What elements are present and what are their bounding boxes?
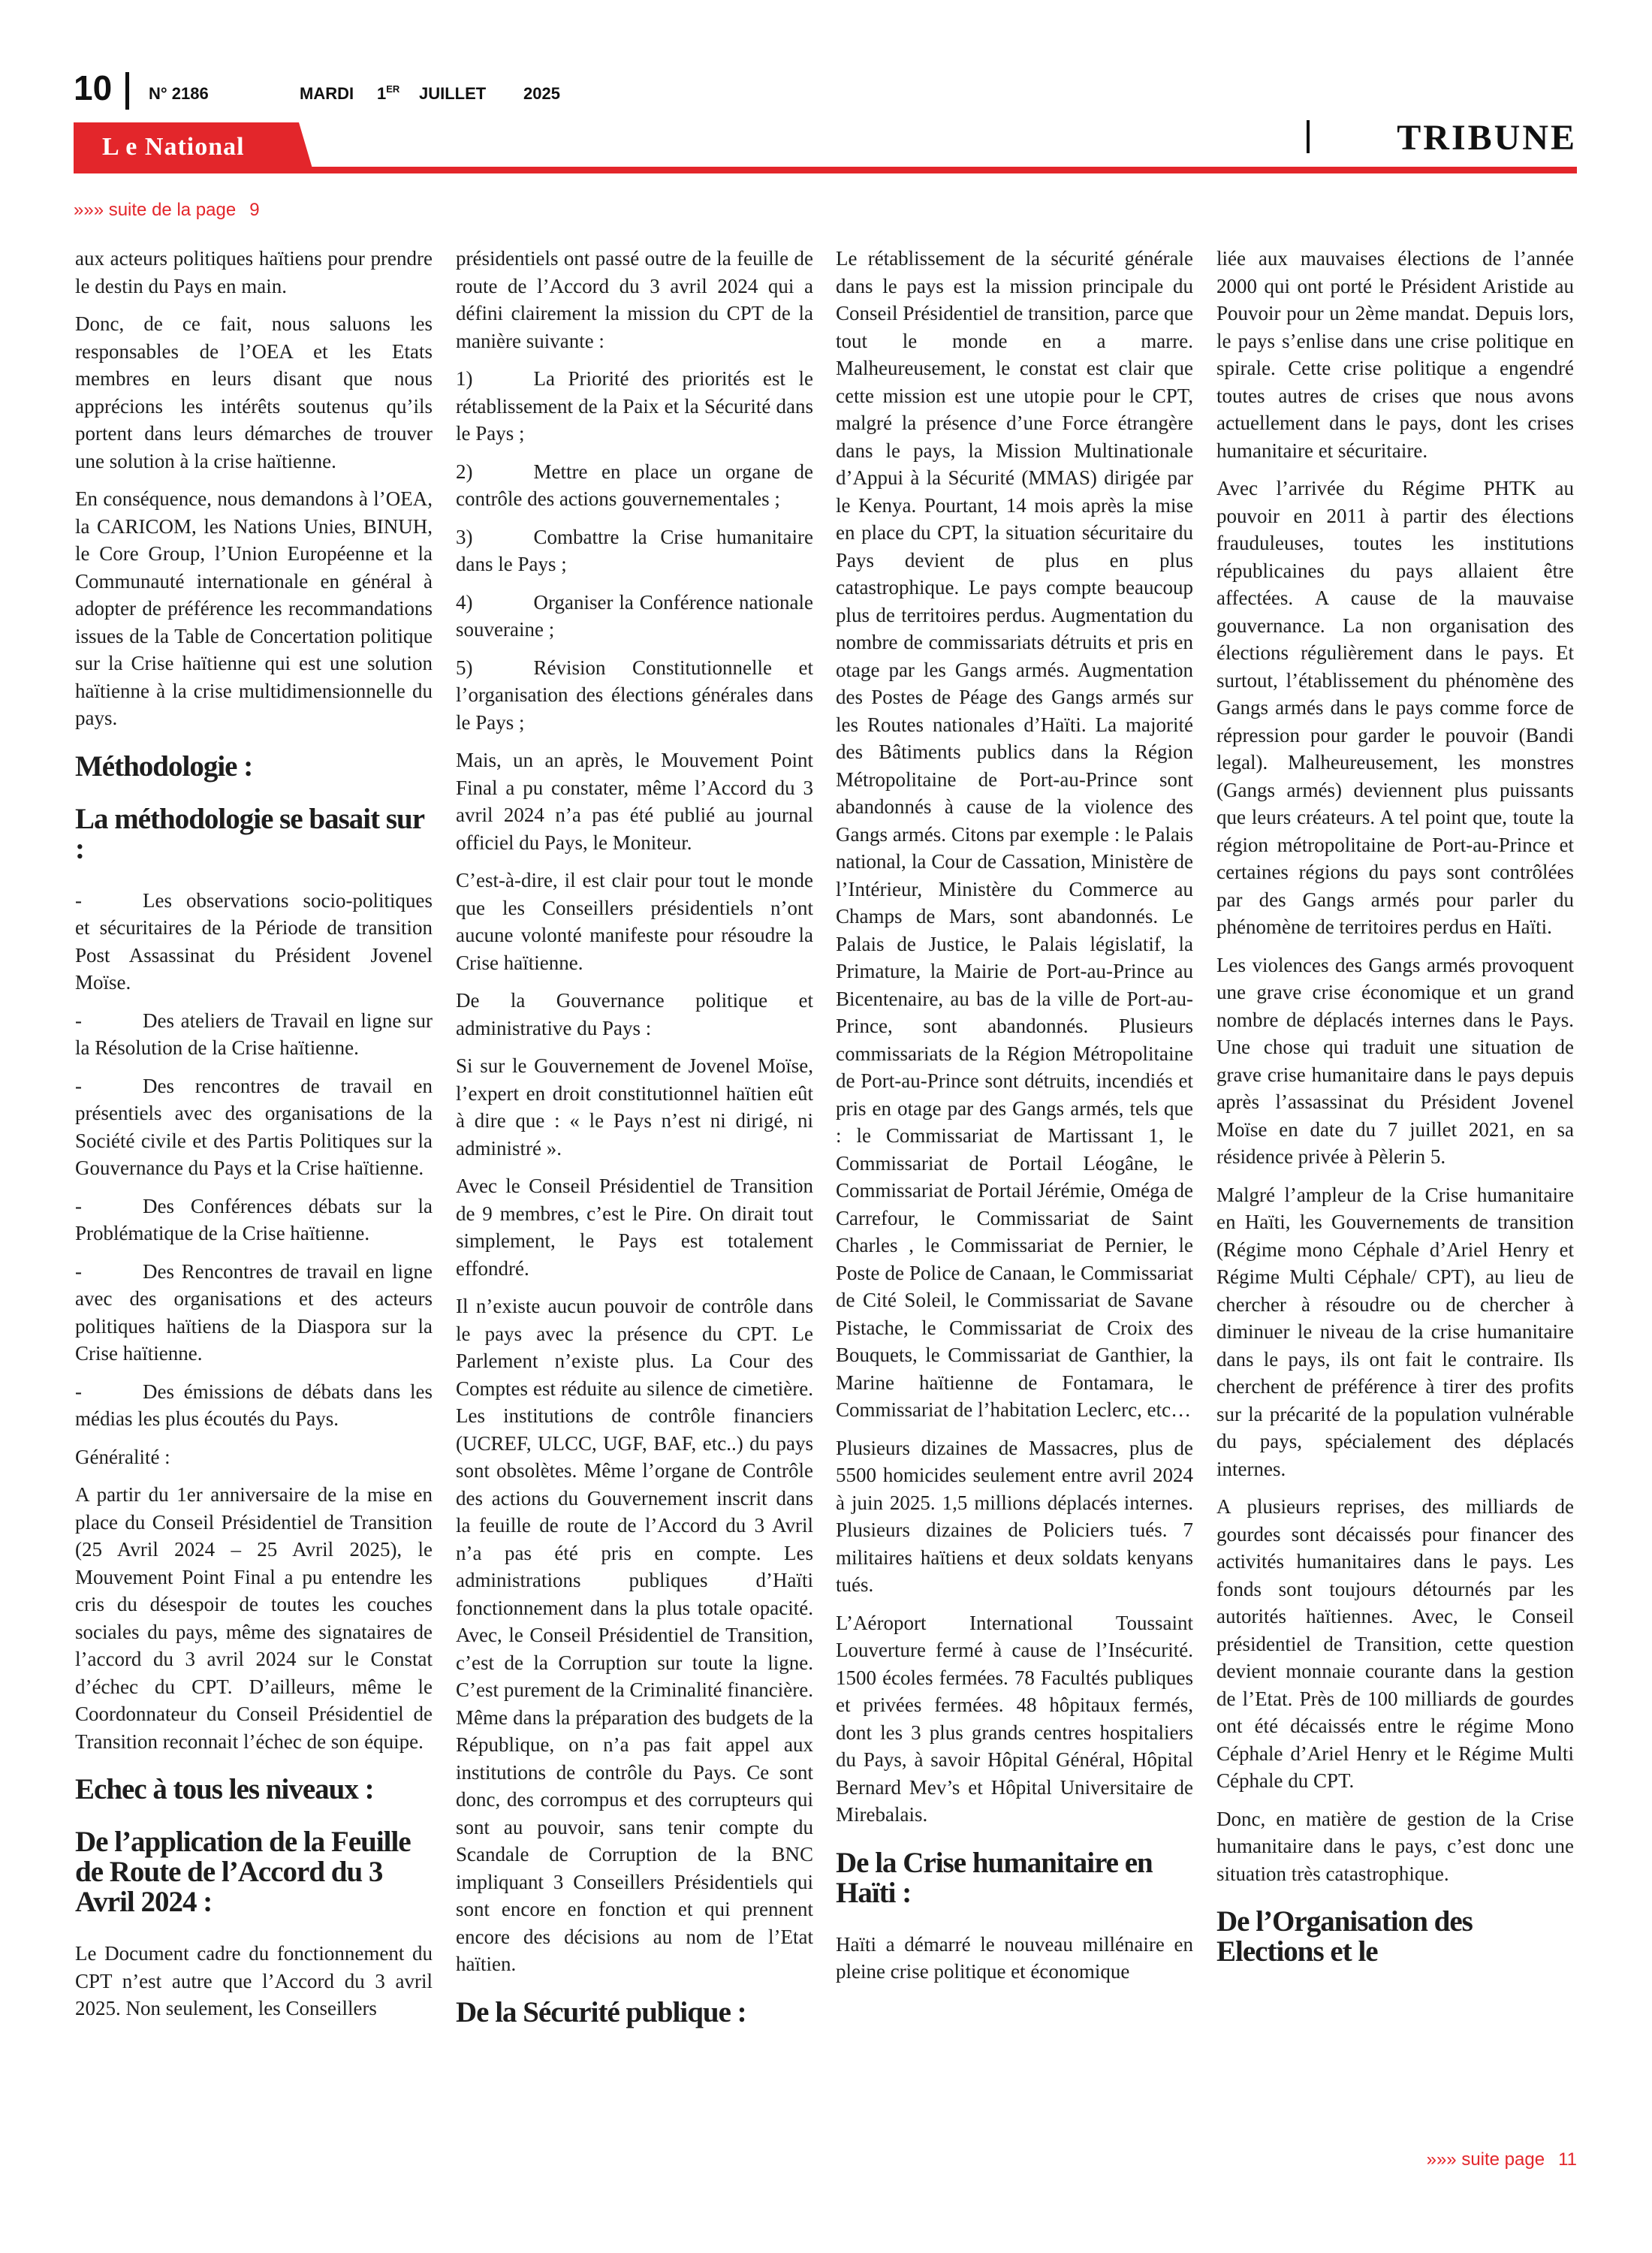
continued-to-label: »»» suite page (1426, 2149, 1545, 2170)
article-paragraph: - Les observations socio-politiques et sécuritaires de la Période de transition Post Assassinat du Président Jovenel Moïse. (75, 888, 433, 994)
issue-number: N° 2186 (149, 84, 209, 103)
article-subheading: Méthodologie : (75, 749, 253, 783)
page-number: 10 (74, 68, 113, 107)
article-paragraph: Le rétablissement de la sécurité générale dans le pays est la mission principale du Conseil Présidentiel de transition, parce que tout le monde en a marre. Malheureusement, le constat est clair que cette mission est une utopie pour le CPT, malgré la présence d’une Force étrangère dans le pays, la Mission Multinationale d’Appui à la Sécurité (MMAS) dirigée par le Kenya. Pourtant, 14 mois après la mise en place du CPT, la situation sécuritaire du Pays devient de plus en plus catastrophique. Le pays compte beaucoup plus de territoires perdus. Augmentation du nombre de commissariats détruits et pris en otage par les Gangs armés. Augmentation des Postes de Péage des Gangs armés sur les Routes nationales d’Haïti. La majorité des Bâtiments publics dans la Région Métropolitaine de Port-au-Prince sont abandonnés à cause de la violence des Gangs armés. Citons par exemple : le Palais national, la Cour de Cassation, Ministère de l’Intérieur, Ministère du Commerce au Champs de Mars, sont abandonnés. Le Palais de Justice, le Palais législatif, la Primature, la Mairie de Port-au-Prince au Bicentenaire, au bas de la ville de Port-au-Prince, sont abandonnés. Plusieurs commissariats de la Région Métropolitaine de Port-au-Prince sont détruits, incendiés et pris en otage par des Gangs armés, tels que : le Commissariat de Martissant 1, le Commissariat de Portail Léogâne, le Commissariat de Portail Jérémie, Oméga de Carrefour, le Commissariat de Saint Charles , le Commissariat de Pernier, le Poste de Police de Canaan, le Commissariat de Cité Soleil, le Commissariat de Savane Pistache, le Commissariat de Croix des Bouquets, le Commissariat de Ganthier, la Marine haïtienne de Fontamara, le Commissariat de l’habitation Leclerc, etc… (836, 247, 1193, 1421)
article-column-4 (1216, 245, 1574, 2145)
date-day (377, 83, 400, 103)
article-subheading: La méthodologie se basait sur : (75, 802, 424, 865)
article-paragraph: A plusieurs reprises, des milliards de gourdes sont décaissés pour financer des activités humanitaires dans le pays. Les fonds sont toujours détournés par les autorités haïtiennes. Avec, le Conseil présidentiel de Transition, cette question devient monnaie courante dans la gestion de l’Etat. Près de 100 milliards de gourdes ont été décaissés entre le régime Mono Céphale d’Ariel Henry et le Régime Multi Céphale du CPT. (1216, 1495, 1574, 1792)
article-paragraph: aux acteurs politiques haïtiens pour prendre le destin du Pays en main. (75, 247, 433, 297)
article-subheading: Echec à tous les niveaux : (75, 1773, 374, 1805)
article-paragraph: Avec le Conseil Présidentiel de Transition de 9 membres, c’est le Pire. On dirait tout simplement, le Pays est totalement effondré. (456, 1175, 813, 1280)
date-day-number: 1 (377, 84, 387, 103)
date-weekday: MARDI (300, 84, 354, 103)
article-paragraph: C’est-à-dire, il est clair pour tout le monde que les Conseillers présidentiels n’ont aucune volonté manifeste pour résoudre la Crise haïtienne. (456, 869, 813, 974)
page-number-divider (125, 72, 129, 110)
continued-from-page: 9 (249, 200, 260, 220)
article-subheading: De la Crise humanitaire en Haïti : (836, 1846, 1153, 1909)
article-paragraph: 1) La Priorité des priorités est le rétablissement de la Paix et la Sécurité dans le Pays ; (456, 367, 813, 445)
brand-name: L e National (102, 133, 245, 161)
article-paragraph: Donc, en matière de gestion de la Crise humanitaire dans le pays, c’est donc une situation très catastrophique. (1216, 1807, 1574, 1885)
article-paragraph: - Des Conférences débats sur la Problématique de la Crise haïtienne. (75, 1194, 433, 1244)
date-day-suffix: ER (386, 83, 400, 95)
article-column-2 (456, 245, 813, 2145)
article-paragraph: En conséquence, nous demandons à l’OEA, la CARICOM, les Nations Unies, BINUH, le Core Group, l’Union Européenne et la Communauté internationale en général à adopter de préférence les recommandations issues de la Table de Concertation politique sur la Crise haïtienne qui est une solution haïtienne à la crise multidimensionnelle du pays. (75, 487, 433, 729)
article-paragraph: L’Aéroport International Toussaint Louverture fermé à cause de l’Insécurité. 1500 écoles fermées. 78 Facultés publiques et privées fermées. 48 hôpitaux fermés, dont les 3 plus grands centres hospitaliers du Pays, à savoir Hôpital Général, Hôpital Bernard Mev’s et Hôpital Universitaire de Mirebalais. (836, 1611, 1193, 1826)
article-column-1 (75, 245, 433, 2145)
continued-to-page: 11 (1558, 2149, 1577, 2170)
page-header (0, 0, 1652, 220)
article-paragraph: De la Gouvernance politique et administrative du Pays : (456, 989, 813, 1039)
article-paragraph: Avec l’arrivée du Régime PHTK au pouvoir en 2011 à partir des élections frauduleuses, toutes les institutions républicaines du pays allaient être affectées. A cause de la mauvaise gouvernance. La non organisation des élections régulièrement dans le pays. Et surtout, l’établissement du phénomène des Gangs armés dans le pays comme force de répression pour garder le pouvoir (Bandi legal). Malheureusement, les monstres (Gangs armés) deviennent plus puissants que leurs créateurs. A tel point que, toute la région métropolitaine de Port-au-Prince et certaines régions du pays sont contrôlées par des Gangs armés pour parler du phénomène de territoires perdus en Haïti. (1216, 477, 1574, 938)
brand-logo (74, 122, 314, 173)
article-column-3 (836, 245, 1193, 2145)
article-subheading: De l’Organisation des Elections et le (1216, 1905, 1473, 1968)
article-paragraph: 3) Combattre la Crise humanitaire dans le Pays ; (456, 525, 813, 575)
section-title: TRIBUNE (1397, 118, 1577, 158)
article-paragraph: 5) Révision Constitutionnelle et l’organisation des élections générales dans le Pays ; (456, 656, 813, 734)
header-rule (74, 167, 1577, 173)
article-paragraph: - Des émissions de débats dans les médias les plus écoutés du Pays. (75, 1380, 433, 1430)
article-subheading: De la Sécurité publique : (456, 1995, 746, 2028)
article-paragraph: Donc, de ce fait, nous saluons les responsables de l’OEA et les Etats membres en leurs disant que nous apprécions les intérêts soutenus qu’ils portent dans leurs démarches de trouver une solution à la crise haïtienne. (75, 312, 433, 472)
continued-from-label: »»» suite de la page (74, 200, 237, 220)
article-paragraph: Il n’existe aucun pouvoir de contrôle dans le pays avec la présence du CPT. Le Parlement n’existe plus. La Cour des Comptes est réduite au silence de cimetière. Les institutions de contrôle financiers (UCREF, ULCC, UGF, BAF, etc..) du pays sont obsolètes. Même l’organe de Contrôle des actions du Gouvernement inscrit dans la feuille de route de l’Accord du 3 Avril n’a pas été pris en compte. Les administrations publiques d’Haïti fonctionnement dans la plus totale opacité. Avec, le Conseil Présidentiel de Transition, c’est de la Corruption sur toute la ligne. C’est purement de la Criminalité financière. Même dans la préparation des budgets de la République, on n’a pas fait appel aux institutions de contrôle du Pays. Ce sont donc, des corrompus et des corrupteurs qui sont au pouvoir, sans tenir compte du Scandale de Corruption de la BNC impliquant 3 Conseillers Présidentiels qui sont encore en fonction et qui prennent encore des décisions au nom de l’Etat haïtien. (456, 1295, 813, 1975)
article-paragraph: Les violences des Gangs armés provoquent une grave crise économique et un grand nombre de déplacés internes dans le Pays. Une chose qui traduit une situation de grave crise humanitaire dans le pays depuis après l’assassinat du Président Jovenel Moïse en date du 7 juillet 2021, en sa résidence privée à Pèlerin 5. (1216, 953, 1574, 1168)
article-paragraph: liée aux mauvaises élections de l’année 2000 qui ont porté le Président Aristide au Pouvoir pour un 2ème mandat. Depuis lors, le pays s’enlise dans une crise politique en spirale. Cette crise politique a engendré toutes autres de crises que nous avons actuellement dans le pays, dont les crises humanitaire et sécuritaire. (1216, 247, 1574, 462)
article-paragraph: - Des Rencontres de travail en ligne avec des organisations et des acteurs politiques haïtiens de la Diaspora sur la Crise haïtienne. (75, 1259, 433, 1365)
article-paragraph: 4) Organiser la Conférence nationale souveraine ; (456, 590, 813, 641)
article-paragraph: Plusieurs dizaines de Massacres, plus de 5500 homicides seulement entre avril 2024 à juin 2025. 1,5 millions déplacés internes. Plusieurs dizaines de Policiers tués. 7 militaires haïtiens et deux soldats kenyans tués. (836, 1436, 1193, 1596)
article-paragraph: Généralité : (75, 1445, 170, 1468)
article-paragraph: - Des rencontres de travail en présentiels avec des organisations de la Société civile et des Partis Politiques sur la Gouvernance du Pays et la Crise haïtienne. (75, 1074, 433, 1179)
article-paragraph: A partir du 1er anniversaire de la mise en place du Conseil Présidentiel de Transition (25 Avril 2024 – 25 Avril 2025), le Mouvement Point Final a pu entendre les cris du désespoir de toutes les couches sociales du pays, même des signataires de l’accord du 3 avril 2024 sur le Constat d’échec du CPT. D’ailleurs, même le Coordonnateur du Conseil Présidentiel de Transition reconnait l’échec de son équipe. (75, 1483, 433, 1753)
article-paragraph: Si sur le Gouvernement de Jovenel Moïse, l’expert en droit constitutionnel haïtien eût à dire que : « le Pays n’est ni dirigé, ni administré ». (456, 1054, 813, 1160)
article-subheading: De l’application de la Feuille de Route de l’Accord du 3 Avril 2024 : (75, 1826, 411, 1918)
article-paragraph: 2) Mettre en place un organe de contrôle des actions gouvernementales ; (456, 460, 813, 510)
continued-from (74, 200, 260, 221)
article-paragraph: Haïti a démarré le nouveau millénaire en pleine crise politique et économique (836, 1932, 1193, 1983)
date-month: JUILLET (419, 84, 487, 103)
article-paragraph: Mais, un an après, le Mouvement Point Final a pu constater, même l’Accord du 3 avril 2024 n’a pas été publié au journal officiel du Pays, le Moniteur. (456, 749, 813, 854)
section-divider (1307, 120, 1310, 153)
article-paragraph: présidentiels ont passé outre de la feuille de route de l’Accord du 3 avril 2024 qui a défini clairement la mission du CPT de la manière suivante : (456, 247, 813, 352)
article-paragraph: Malgré l’ampleur de la Crise humanitaire en Haïti, les Gouvernements de transition (Régime mono Céphale d’Ariel Henry et Régime Multi Céphale/ CPT), au lieu de chercher à résoudre ou de chercher à diminuer le niveau de la crise humanitaire dans le pays, ils ont fait le contraire. Ils cherchent de préférence à tirer des profits sur la précarité de la population vulnérable du pays, spécialement des déplacés internes. (1216, 1183, 1574, 1480)
continued-to (1427, 2149, 1577, 2170)
article-paragraph: Le Document cadre du fonctionnement du CPT n’est autre que l’Accord du 3 avril 2025. Non seulement, les Conseillers (75, 1942, 433, 2019)
date-year: 2025 (523, 84, 560, 103)
article-paragraph: - Des ateliers de Travail en ligne sur la Résolution de la Crise haïtienne. (75, 1009, 433, 1059)
